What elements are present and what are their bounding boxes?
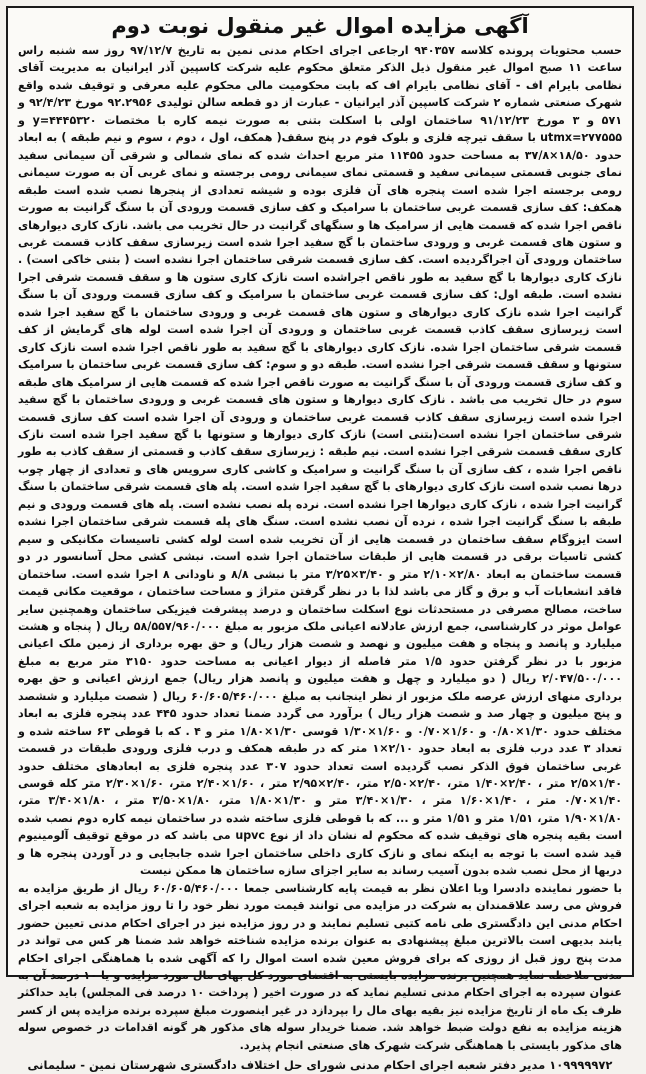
notice-paragraph-terms: با حضور نماینده دادسرا وبا اعلان نظر به قیمت پایه کارشناسی جمعا ۶۰/۶۰۵/۴۶۰/۰۰۰ ریال از طریق مزایده به فروش می رسد علاقمندان به شرکت در مزایده می توانند قیمت مورد نظر خود را تا روز مزایده به شعبه اجرای احکام مدنی این دادگستری طی نامه کتبی تسلیم نمایند و در روز مزایده نیز در اجرای احکام مدنی تعیین حضور یابند بدیهی است بالاترین مبلغ پیشنهادی به عنوان برنده مزایده شناخته خواهد شد ضمنا هر کس می تواند در مدت پنج روز قبل از روزی که برای فروش معین شده است اموال را که آگهی شده با هماهنگی اجرای احکام مدنی ملاحظه نماید همچنین برنده مزایده بایستی به اقتضای مورد کل بهای مال مورد مزایده و یا ۱۰ درصد آن به عنوان سپرده به اجرای احکام مدنی تسلیم نماید که در صورت اخیر ( پرداخت ۱۰ درصد فی المجلس) باید حداکثر ظرف یک ماه از تاریخ مزایده نیز بقیه بهای مال را بپردازد در غیر اینصورت مبلغ سپرده برنده مزایده پس از کسر هزینه مزایده به نفع دولت ضبط خواهد شد. ضمنا خریدار سوله های مذکور هر گونه اقدامات در خصوص سوله های مذکور بایستی با هماهنگی شرکت شهرک های صنعتی انجام پذیرد. <box>18 881 622 1052</box>
notice-body <box>18 42 622 1054</box>
notice-footer: ۱۰۹۹۹۹۹۷۲ مدیر دفتر شعبه اجرای احکام مدنی شورای حل اختلاف دادگستری شهرستان نمین - سلیمانی <box>27 1058 613 1073</box>
notice-paragraph-property: حسب محتویات پرونده کلاسه ۹۴۰۳۵۷ ارجاعی اجرای احکام مدنی نمین به تاریخ ۹۷/۱۲/۷ روز سه شنبه راس ساعت ۱۱ صبح اموال غیر منقول ذیل الذکر متعلق محکوم علیه شرکت کاسپین آذر ایرانیان به مدیریت آقای نظامی بایرام اف - آقای نظامی بایرام اف که بابت محکومیت مالی محکوم علیه معرفی و توقیف شده واقع شهرک صنعتی شماره ۲ شرکت کاسپین آذر ایرانیان - عبارت از دو قطعه سالن تولیدی ۹۲.۲۹۵۶ مورخ ۹۲/۴/۲۳ و ۵۷۱ و ۳ مورخ ۹۱/۱۲/۲۳ ساختمان اولی با اسکلت بتنی به صورت نیمه کاره با مختصات ۴۴۴۵۳۲۰=y و utmx=۲۷۷۵۵۵ با سقف تیرچه فلزی و بلوک فوم در پنج سقف( همکف، اول ، دوم ، سوم و نیم طبقه ) به ابعاد حدود ۱۸/۵۰×۳۷/۸ به مساحت حدود ۱۱۴۵۵ متر مربع احداث شده که نمای شمالی و شرقی آن سیمانی سفید نمای جنوبی قسمتی سیمانی سفید و قسمتی نمای سیمانی رومی برجسته و نمای غربی آن به صورت سیمانی رومی برجسته اجرا شده است پنجره های آن فلزی بوده و شیشه تعدادی از پنجرها نصب شده است طبقه همکف: کف سازی قسمت غربی ساختمان با سرامیک و کف سازی قسمت ورودی آن با سنگ گرانیت به صورت ناقص اجرا شده که قسمت هایی از سرامیک ها و سنگهای گرانیت در حال تخریب می باشد. نازک کاری دیوارهای و ستون های قسمت غربی و ورودی ساختمان با گچ سفید اجرا شده است زیرسازی سقف کاذب قسمت غربی ساختمان ورودی آن اجراگردیده است. کف سازی قسمت شرقی ساختمان اجرا نشده است ( بتنی خاکی است) . نازک کاری دیوارها با گچ سفید به طور ناقص اجراشده است نازک کاری ستون ها و سقف قسمت شرقی اجرا نشده است. طبقه اول: کف سازی قسمت غربی ساختمان با سرامیک و کف سازی قسمت ورودی آن با سنگ گرانیت اجرا شده نازک کاری دیوارهای و ستون های قسمت غربی و ورودی ساختمان با گچ سفید اجرا شده است زیرسازی سقف کاذب قسمت غربی ساختمان و ورودی آن اجرا شده است لوله های گرمایش از کف قسمت شرقی ساختمان اجرا شده. نازک کاری دیوارهای با گچ سفید به طور ناقص اجرا شده است نازک کاری ستونها و سقف قسمت شرقی اجرا نشده است. طبقه دو و سوم: کف سازی قسمت غربی ساختمان با سرامیک و کف سازی قسمت ورودی آن با سنگ گرانیت به صورت ناقص اجرا شده که قسمت هایی از سرامیک های طبقه سوم در حال تخریب می باشد . نازک کاری دیوارها و ستون های قسمت غربی و ورودی ساختمان با گچ سفید اجرا شده است زیرسازی سقف کاذب قسمت غربی ساختمان و ورودی آن اجرا شده است کف سازی قسمت شرقی ساختمان اجرا نشده است(بتنی است) نازک کاری دیوارها و ستونها با گچ سفید اجرا شده است نازک کاری سقف قسمت شرقی اجرا نشده است. نیم طبقه : زیرسازی سقف کاذب و قسمتی از سقف کاذب به طور ناقص اجرا شده ، کف سازی آن با سنگ گرانیت و سرامیک و کاشی کاری سرویس های و تعدادی از چهار چوب درها نصب شده است نازک کاری دیوارهای با گچ سفید اجرا شده است. پله های قسمت شرقی ساختمان با سنگ گرانیت اجرا شده ، نازک کاری دیوارها اجرا نشده است. نرده پله نصب نشده است. پله های قسمت ورودی و نیم طبقه با سنگ گرانیت اجرا شده ، نرده آن نصب نشده است. سنگ های پله قسمت شرقی ساختمان اجرا نشده است ایزوگام سقف ساختمان در قسمت هایی از آن تخریب شده است لوله کشی تاسیسات مکانیکی و سیم کشی تاسیات برقی در قسمت هایی از طبقات ساختمان اجرا شده است. نبشی کشی محل آسانسور در دو قسمت ساختمان به ابعاد ۲/۸۰×۲/۱۰ متر و ۳/۴۰×۳/۲۵ متر با نبشی ۸/۸ و ناودانی ۸ اجرا شده است. ساختمان فاقد انشعابات آب و برق و گاز می باشد لذا با در نظر گرفتن متراژ و مساحت ساختمان ، موقعیت مکانی قیمت ساخت، مصالح مصرفی در مستحدثات نوع اسکلت ساختمان و درصد پیشرفت فیزیکی ساختمان وهمچنین سایر عوامل موثر در کارشناسی، جمع ارزش عادلانه اعیانی ملک مزبور به مبلغ ۵۸/۵۵۷/۹۶۰/۰۰۰ ریال ( پنجاه و هشت میلیارد و پانصد و پنجاه و هفت میلیون و نهصد و شصت هزار ریال) و حق بهره برداری از زمین ملک اعیانی مزبور با در نظر گرفتن حدود ۱/۵ متر فاصله از دیوار اعیانی به مساحت حدود ۳۱۵۰ متر مربع به مبلغ ۲/۰۴۷/۵۰۰/۰۰۰ ریال ( دو میلیارد و چهل و هفت میلیون و پانصد هزار ریال) جمع ارزش اعیانی و حق بهره برداری منهای ارزش عرصه ملک مزبور از نظر اینجانب به مبلغ ۶۰/۶۰۵/۴۶۰/۰۰۰ ریال ( شصت میلیارد و ششصد و پنج میلیون و چهار صد و شصت هزار ریال ) برآورد می گردد ضمنا تعداد حدود ۴۴۵ عدد پنجره فلزی به ابعاد مختلف حدود ۱/۳۰×۰/۸۰ و ۱/۶۰×۰/۷۰ و ۱/۶۰×۱/۳۰ قوسی ۱/۳۰×۱/۸۰ متر و ۴ . که با قوطی ۶۳ ساخته شده و تعداد ۳ عدد درب فلزی به ابعاد حدود ۲/۱۰×۱ متر که در طبقه همکف و درب فلزی ورودی طبقات در قسمت غربی ساختمان فوق الذکر نصب گردیده است تعداد حدود ۳۰۷ عدد پنجره فلزی به ابعادهای مختلف حدود ۱/۴۰×۲/۵ متر ، ۲/۴۰×۱/۴۰ متر، ۲/۴۰×۲/۵۰ متر، ۲/۴۰×۲/۹۵ متر ، ۱/۶۰×۲/۴۰ متر، ۱/۶۰×۲/۳۰ متر کله قوسی ۱/۴۰×۰/۷۰ متر ، ۱/۴۰×۱/۶۰ متر ، ۱/۳۰×۳/۴۰ متر و ۱/۳۰×۱/۸۰ متر، ۱/۸۰×۳/۵۰ متر ، ۱/۸۰×۳/۴۰ متر، ۱/۸۰×۱/۹۰ متر، ۱/۵۱ متر و ۱/۵۱ متر و ... که با قوطی فلزی ساخته شده در ساختمان نیمه کاره دوم نصب شده است بقیه پنجره های توقیف شده که محکوم له نشان داد از نوع upvc می باشد که در موقع توقیف آلومینیوم قید شده است با توجه به اینکه نمای و نازک کاری داخلی ساختمان اجرا شده جابجایی و در آوردن پنجره ها و دربها از محل نصب شده بدون آسیب رساند به سایر اجزای سازه ساختمان ها ممکن نیست <box>18 44 623 878</box>
auction-notice <box>6 6 634 1073</box>
notice-title: آگهی مزایده اموال غیر منقول نوبت دوم <box>111 14 529 38</box>
